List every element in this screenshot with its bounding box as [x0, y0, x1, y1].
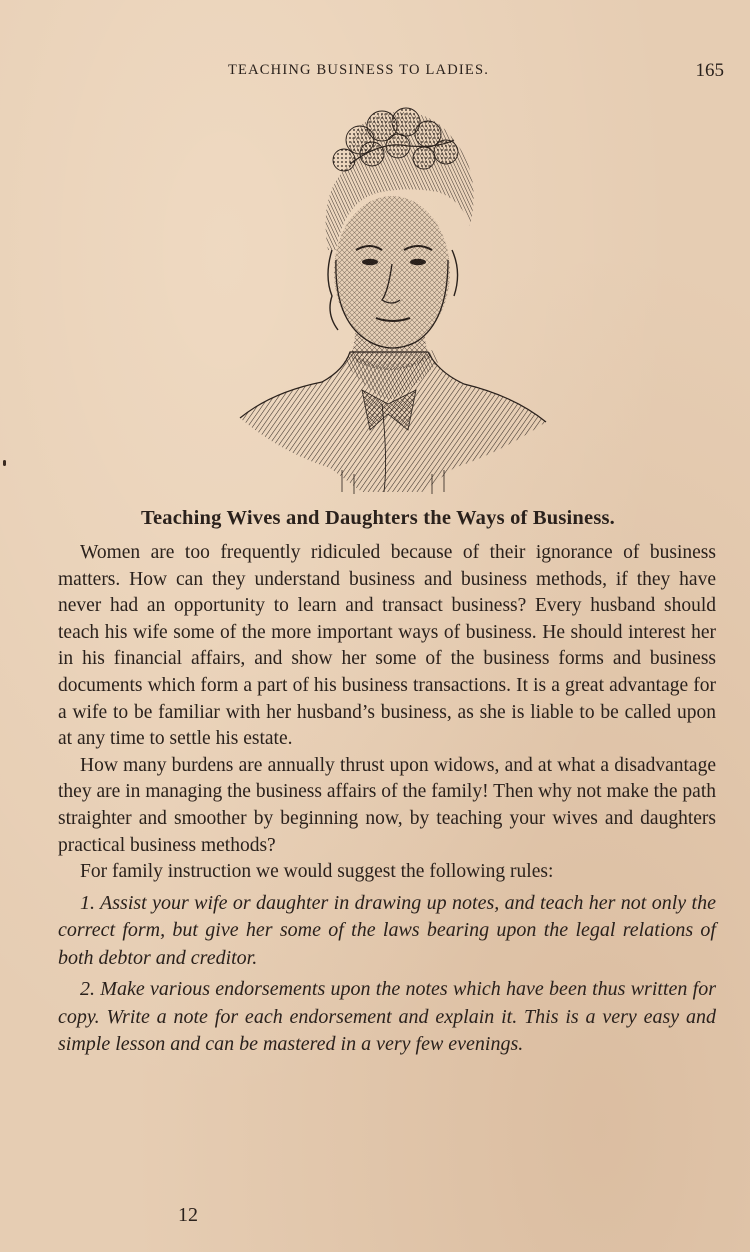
- body-paragraph: How many burdens are annually thrust upon widows, and at what a disadvantage they are in managing the business affairs of the family! Then why not make the path straighter and smoother by beginning now, by teaching your wives and daughters practical business methods?: [58, 754, 716, 856]
- ink-speck: [3, 460, 6, 466]
- page-number: 165: [695, 60, 724, 81]
- rule-number: 1.: [80, 891, 95, 914]
- engraved-portrait-woman-icon: [232, 100, 552, 495]
- rule-item: [58, 976, 716, 1059]
- signature-mark: 12: [178, 1204, 198, 1226]
- rule-text: Make various endorsements upon the notes which have been thus written for copy. Write a note for each endorsement and explain it. This is a very easy and simple lesson and can be mastered in a very few evenings.: [58, 978, 716, 1056]
- rules-list: [58, 890, 716, 1059]
- article-body: [58, 540, 716, 1063]
- rule-item: [58, 890, 716, 973]
- body-paragraph: For family instruction we would suggest the following rules:: [80, 861, 554, 883]
- running-title: TEACHING BUSINESS TO LADIES.: [228, 62, 490, 78]
- rule-text: Assist your wife or daughter in drawing up notes, and teach her not only the correct form, but give her some of the laws bearing upon the legal relations of both debtor and creditor.: [58, 891, 716, 969]
- article-heading: Teaching Wives and Daughters the Ways of Business.: [140, 507, 615, 529]
- body-paragraph: Women are too frequently ridiculed because of their ignorance of business matters. How can they understand business and business methods, if they have never had an opportunity to learn and transact business? Every husband should teach his wife some of the more important ways of business. He should interest her in his financial affairs, and show her some of the business forms and business documents which form a part of his business transactions. It is a great advantage for a wife to be familiar with her husband’s business, as she is liable to be called upon at any time to settle his estate.: [58, 542, 716, 750]
- rule-number: 2.: [80, 978, 95, 1001]
